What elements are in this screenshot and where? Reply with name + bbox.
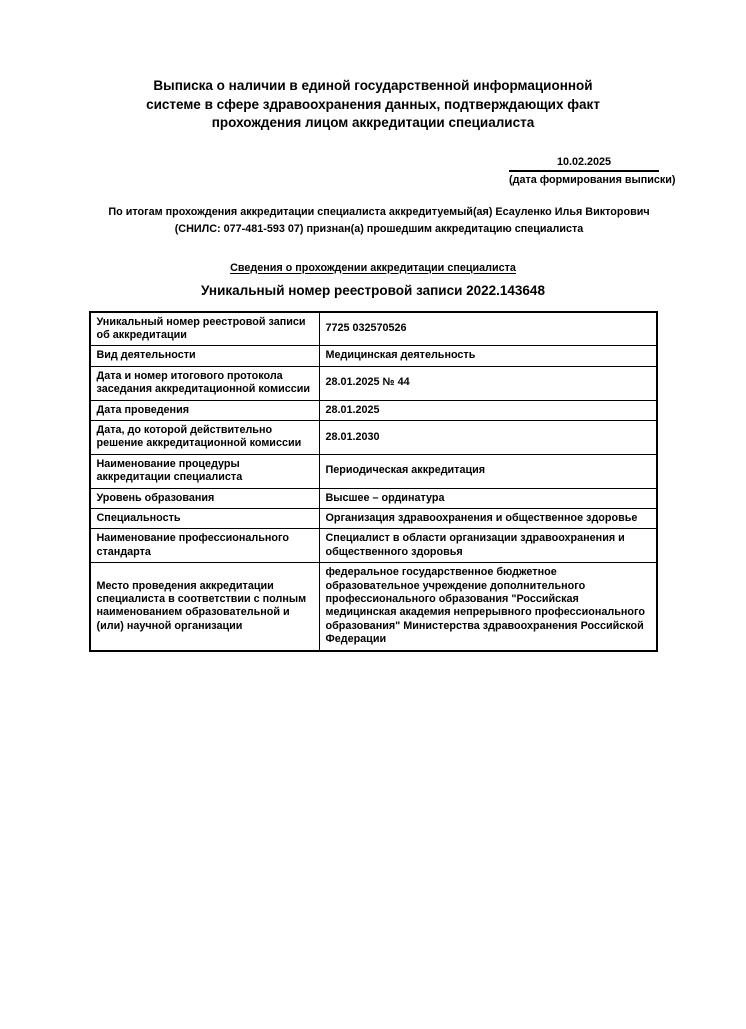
section-title: Сведения о прохождении аккредитации специалиста <box>230 261 516 274</box>
table-row <box>90 508 657 528</box>
table-row <box>90 454 657 488</box>
row-value: 28.01.2030 <box>319 420 657 454</box>
row-value: Специалист в области организации здравоохранения и общественного здоровья <box>319 529 657 563</box>
row-value: Медицинская деятельность <box>319 346 657 366</box>
row-label: Дата проведения <box>90 400 320 420</box>
row-label: Дата и номер итогового протокола заседания аккредитационной комиссии <box>90 366 320 400</box>
registry-number-heading: Уникальный номер реестровой записи 2022.143648 <box>201 282 545 298</box>
row-value: 7725 032570526 <box>319 312 657 346</box>
extract-date: 10.02.2025 <box>556 155 612 168</box>
accreditation-details-table <box>89 311 658 652</box>
table-row <box>90 366 657 400</box>
row-label: Наименование процедуры аккредитации специалиста <box>90 454 320 488</box>
accreditation-statement: По итогам прохождения аккредитации специалиста аккредитуемый(ая) Есауленко Илья Викторович (СНИЛС: 077-481-593 07) признан(а) прошедшим аккредитацию специалиста <box>108 205 650 235</box>
row-value: федеральное государственное бюджетное образовательное учреждение дополнительного профессионального образования "Российская медицинская академия непрерывного профессионального образования" Министерства здравоохранения Российской Федерации <box>319 563 657 651</box>
row-label: Место проведения аккредитации специалиста в соответствии с полным наименованием образовательной и (или) научной организации <box>90 563 320 651</box>
row-value: Высшее – ординатура <box>319 488 657 508</box>
row-label: Уникальный номер реестровой записи об аккредитации <box>90 312 320 346</box>
row-label: Специальность <box>90 508 320 528</box>
table-row <box>90 488 657 508</box>
row-label: Уровень образования <box>90 488 320 508</box>
extract-date-caption: (дата формирования выписки) <box>509 170 659 187</box>
table-row <box>90 400 657 420</box>
row-value: 28.01.2025 № 44 <box>319 366 657 400</box>
page-title: Выписка о наличии в единой государственной информационной системе в сфере здравоохранения данных, подтверждающих факт прохождения лицом аккредитации специалиста <box>146 78 600 130</box>
table-row <box>90 346 657 366</box>
table-row <box>90 312 657 346</box>
row-label: Наименование профессионального стандарта <box>90 529 320 563</box>
row-label: Дата, до которой действительно решение аккредитационной комиссии <box>90 420 320 454</box>
row-value: Организация здравоохранения и общественное здоровье <box>319 508 657 528</box>
row-value: 28.01.2025 <box>319 400 657 420</box>
table-row <box>90 563 657 651</box>
table-row <box>90 420 657 454</box>
table-row <box>90 529 657 563</box>
extract-date-block <box>509 155 676 187</box>
row-value: Периодическая аккредитация <box>319 454 657 488</box>
accreditation-table-body <box>90 312 657 651</box>
row-label: Вид деятельности <box>90 346 320 366</box>
